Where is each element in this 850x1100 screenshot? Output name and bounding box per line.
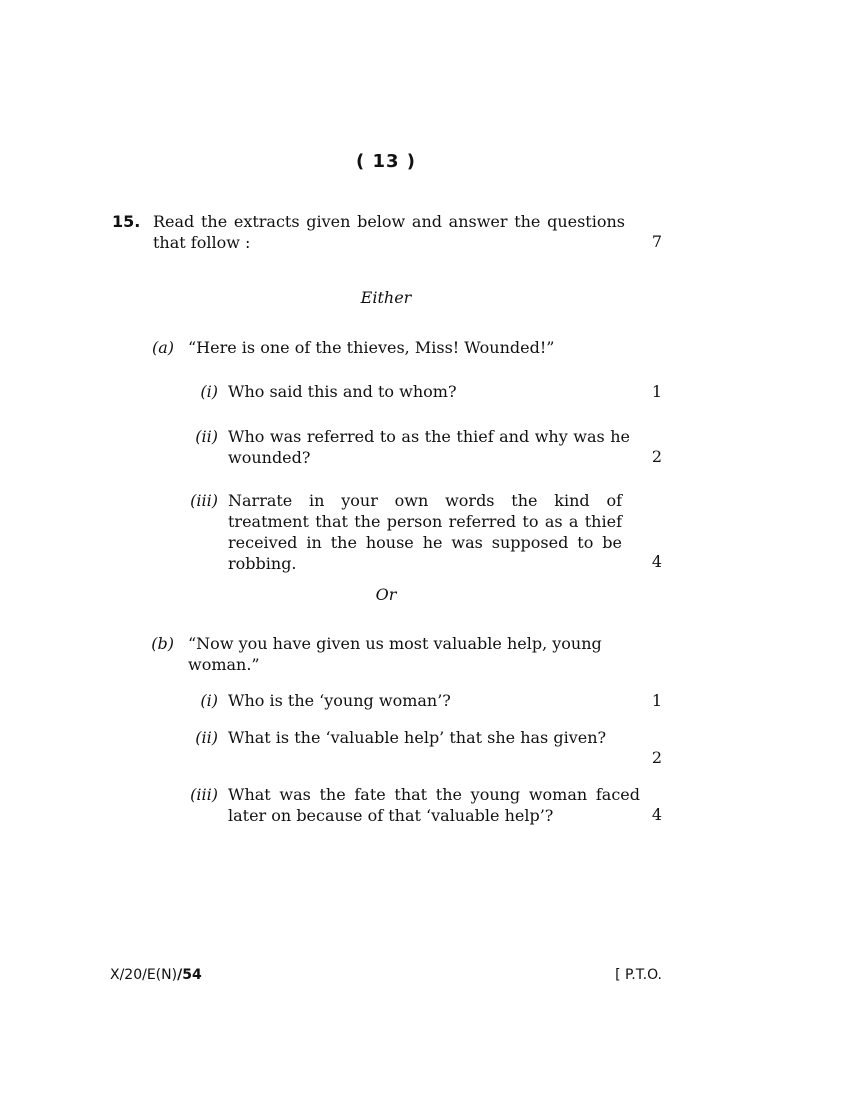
page-number: ( 13 ) [355,151,417,172]
part-a-sub-i-marks: 1 [651,382,662,401]
part-b-sub-ii-label: (ii) [195,728,218,747]
part-b-sub-iii-label: (iii) [190,785,218,804]
part-b-sub-iii-text: What was the fate that the young woman faced later on because of that ‘valuable help’? [228,785,640,825]
part-b-sub-i-marks: 1 [651,691,662,710]
either-label: Either [360,288,412,307]
question-marks: 7 [651,232,662,251]
part-b-label: (b) [151,634,174,653]
paper-code-suffix: /54 [177,967,202,983]
part-b-quote: “Now you have given us most valuable help, young woman.” [188,634,602,674]
part-b-sub-ii-marks: 2 [651,748,662,767]
part-b-sub-iii-marks: 4 [651,805,662,824]
paper-code [110,965,202,986]
part-a-sub-i-label: (i) [200,382,218,401]
part-a-label: (a) [151,338,174,357]
pto-label: [ P.T.O. [615,967,662,983]
part-a-sub-ii-marks: 2 [651,447,662,466]
part-a-sub-iii-marks: 4 [651,552,662,571]
part-b-sub-ii-text: What is the ‘valuable help’ that she has given? [228,728,607,747]
or-label: Or [375,585,397,604]
part-a-sub-i-text: Who said this and to whom? [228,382,457,401]
paper-code-prefix: X/20/E(N) [110,967,178,983]
question-instruction: Read the extracts given below and answer the questions that follow : [153,212,625,252]
question-number: 15. [112,212,141,231]
part-a-sub-ii-text: Who was referred to as the thief and why was he wounded? [228,427,630,467]
part-a-sub-iii-text: Narrate in your own words the kind of treatment that the person referred to as a thief received in the house he was supposed to be robbing. [228,491,622,573]
part-a-sub-iii-label: (iii) [190,491,218,510]
part-a-sub-ii-label: (ii) [195,427,218,446]
part-a-quote: “Here is one of the thieves, Miss! Wounded!” [188,338,555,357]
part-b-sub-i-text: Who is the ‘young woman’? [228,691,451,710]
part-b-sub-i-label: (i) [200,691,218,710]
